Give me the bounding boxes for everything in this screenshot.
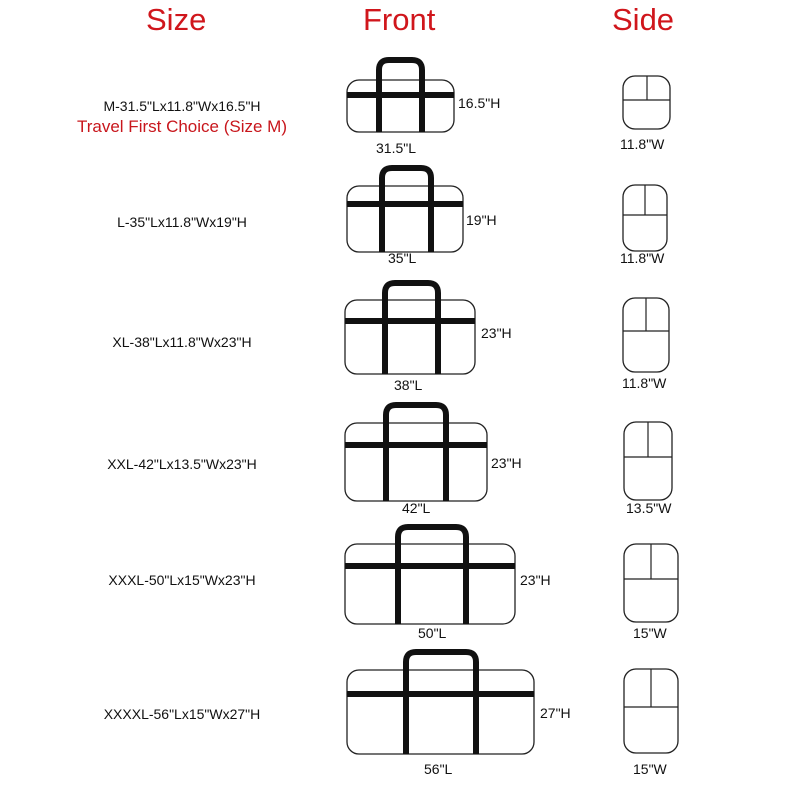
- size-label: XXXXL-56"Lx15"Wx27"H: [103, 706, 261, 722]
- length-label: 31.5"L: [376, 140, 417, 156]
- bag-handle: [406, 652, 476, 754]
- size-label: M-31.5"Lx11.8"Wx16.5"H: [103, 98, 261, 114]
- height-label: 27"H: [540, 705, 571, 721]
- length-label: 42"L: [402, 500, 431, 516]
- header-size: Size: [146, 2, 207, 37]
- height-label: 19"H: [466, 212, 497, 228]
- length-label: 56"L: [424, 761, 453, 777]
- width-label: 11.8"W: [620, 136, 665, 152]
- width-label: 11.8"W: [620, 250, 665, 266]
- length-label: 35"L: [388, 250, 417, 266]
- width-label: 15"W: [633, 625, 667, 641]
- length-label: 50"L: [418, 625, 447, 641]
- size-label: L-35"Lx11.8"Wx19"H: [117, 214, 247, 230]
- header-side: Side: [612, 2, 675, 37]
- size-label: XXXL-50"Lx15"Wx23"H: [108, 572, 256, 588]
- height-label: 23"H: [481, 325, 512, 341]
- bag-body: [347, 670, 534, 754]
- travel-first-choice-label: Travel First Choice (Size M): [76, 117, 287, 136]
- height-label: 23"H: [520, 572, 551, 588]
- width-label: 13.5"W: [626, 500, 672, 516]
- length-label: 38"L: [394, 377, 423, 393]
- size-label: XL-38"Lx11.8"Wx23"H: [112, 334, 252, 350]
- width-label: 11.8"W: [622, 375, 667, 391]
- width-label: 15"W: [633, 761, 667, 777]
- height-label: 16.5"H: [458, 95, 501, 111]
- height-label: 23"H: [491, 455, 522, 471]
- size-label: XXL-42"Lx13.5"Wx23"H: [107, 456, 257, 472]
- header-front: Front: [363, 2, 436, 37]
